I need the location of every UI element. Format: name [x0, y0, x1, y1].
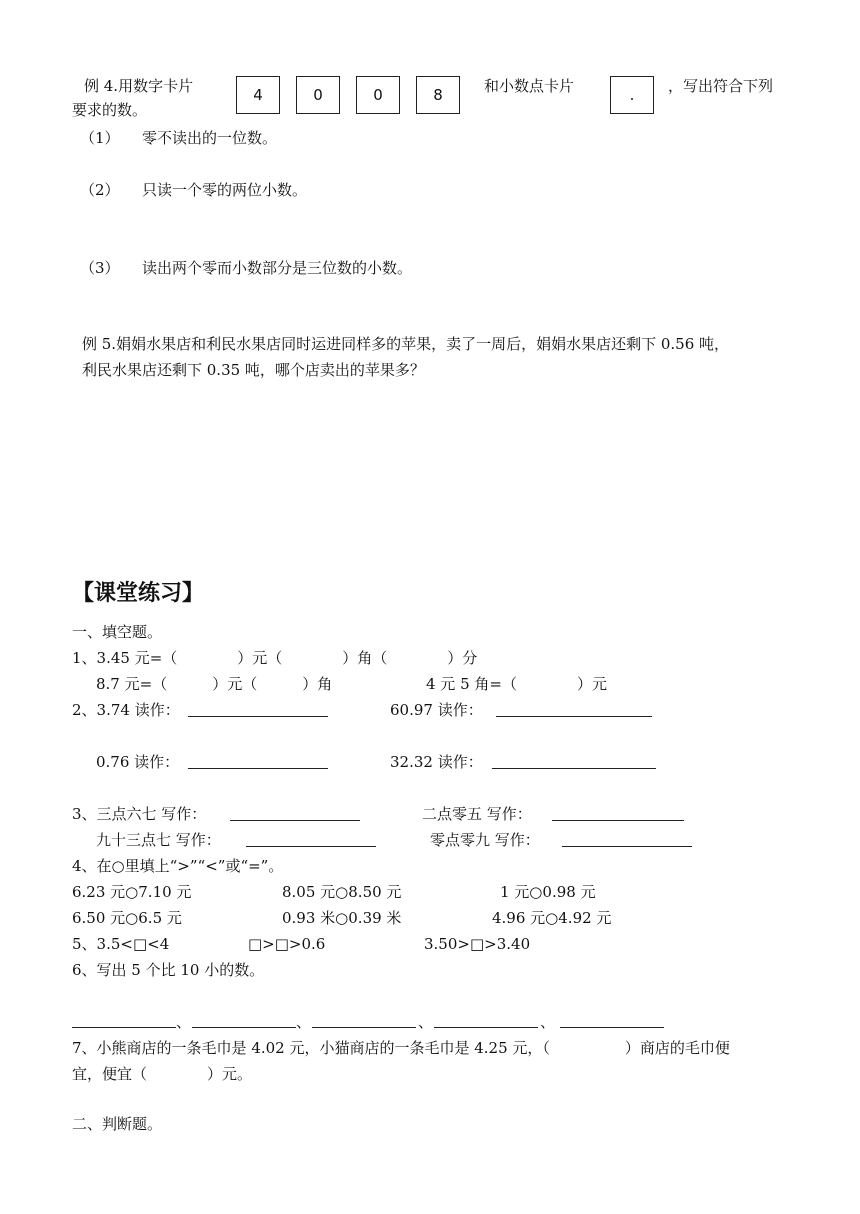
question-2-label: 2、3.74 读作：	[72, 701, 180, 719]
answer-line	[246, 846, 376, 847]
compare-item: 4.96 元○4.92 元	[492, 909, 612, 927]
compare-item: 1 元○0.98 元	[500, 883, 596, 901]
section-title: 【课堂练习】	[72, 581, 205, 606]
decimal-point-card: .	[610, 76, 654, 114]
question-4: 4、在○里填上“>”“<”或“=”。	[72, 857, 284, 875]
example4-line2: 要求的数。	[72, 101, 148, 119]
answer-line	[552, 820, 684, 821]
item-number: （1）	[80, 129, 120, 147]
answer-line	[496, 716, 652, 717]
question-1a: 1、3.45 元=（ ）元（ ）角（ ）分	[72, 649, 478, 667]
answer-line	[312, 1027, 416, 1028]
example5-line1: 例 5.娟娟水果店和利民水果店同时运进同样多的苹果，卖了一周后，娟娟水果店还剩下 0.56 吨，	[82, 335, 730, 353]
question-3c-label: 九十三点七 写作：	[96, 831, 221, 849]
answer-line	[562, 846, 692, 847]
question-1c: 4 元 5 角=（ ）元	[426, 675, 607, 693]
question-7-line1: 7、小熊商店的一条毛巾是 4.02 元，小猫商店的一条毛巾是 4.25 元，（ ）商店的毛巾便	[72, 1039, 730, 1057]
item-text: 只读一个零的两位小数。	[142, 181, 308, 199]
item-text: 零不读出的一位数。	[142, 129, 278, 147]
answer-line	[72, 1027, 176, 1028]
question-5a: 5、3.5<□<4	[72, 935, 170, 953]
question-3d-label: 零点零九 写作：	[430, 831, 540, 849]
answer-line	[230, 820, 360, 821]
answer-line	[188, 768, 328, 769]
question-5c: 3.50>□>3.40	[424, 935, 531, 953]
compare-item: 0.93 米○0.39 米	[282, 909, 402, 927]
separator: 、	[296, 1013, 312, 1031]
compare-item: 6.23 元○7.10 元	[72, 883, 192, 901]
part-heading: 二、判断题。	[72, 1115, 163, 1133]
compare-item: 8.05 元○8.50 元	[282, 883, 402, 901]
question-6: 6、写出 5 个比 10 小的数。	[72, 961, 265, 979]
answer-line	[434, 1027, 538, 1028]
digit-card: 8	[416, 76, 460, 114]
question-3a-label: 3、三点六七 写作：	[72, 805, 207, 823]
example5-line2: 利民水果店还剩下 0.35 吨，哪个店卖出的苹果多？	[82, 361, 425, 379]
answer-line	[492, 768, 656, 769]
question-3b-label: 二点零五 写作：	[422, 805, 532, 823]
item-number: （3）	[80, 259, 120, 277]
part-heading: 一、填空题。	[72, 623, 163, 641]
item-text: 读出两个零而小数部分是三位数的小数。	[142, 259, 413, 277]
question-2d-label: 32.32 读作：	[390, 753, 483, 771]
example4-prefix: 例 4.用数字卡片	[84, 77, 194, 95]
question-1b: 8.7 元=（ ）元（ ）角	[96, 675, 333, 693]
question-2b-label: 60.97 读作：	[390, 701, 483, 719]
question-5b: □>□>0.6	[248, 935, 326, 953]
question-2c-label: 0.76 读作：	[96, 753, 180, 771]
separator: 、	[540, 1013, 556, 1031]
digit-card: 4	[236, 76, 280, 114]
question-7-line2: 宜，便宜（ ）元。	[72, 1065, 253, 1083]
item-number: （2）	[80, 181, 120, 199]
answer-line	[560, 1027, 664, 1028]
separator: 、	[418, 1013, 434, 1031]
example4-suffix: ，写出符合下列	[668, 77, 774, 95]
answer-line	[188, 716, 328, 717]
compare-item: 6.50 元○6.5 元	[72, 909, 182, 927]
digit-card: 0	[296, 76, 340, 114]
example4-mid: 和小数点卡片	[484, 77, 575, 95]
answer-line	[192, 1027, 296, 1028]
digit-card: 0	[356, 76, 400, 114]
separator: 、	[176, 1013, 192, 1031]
